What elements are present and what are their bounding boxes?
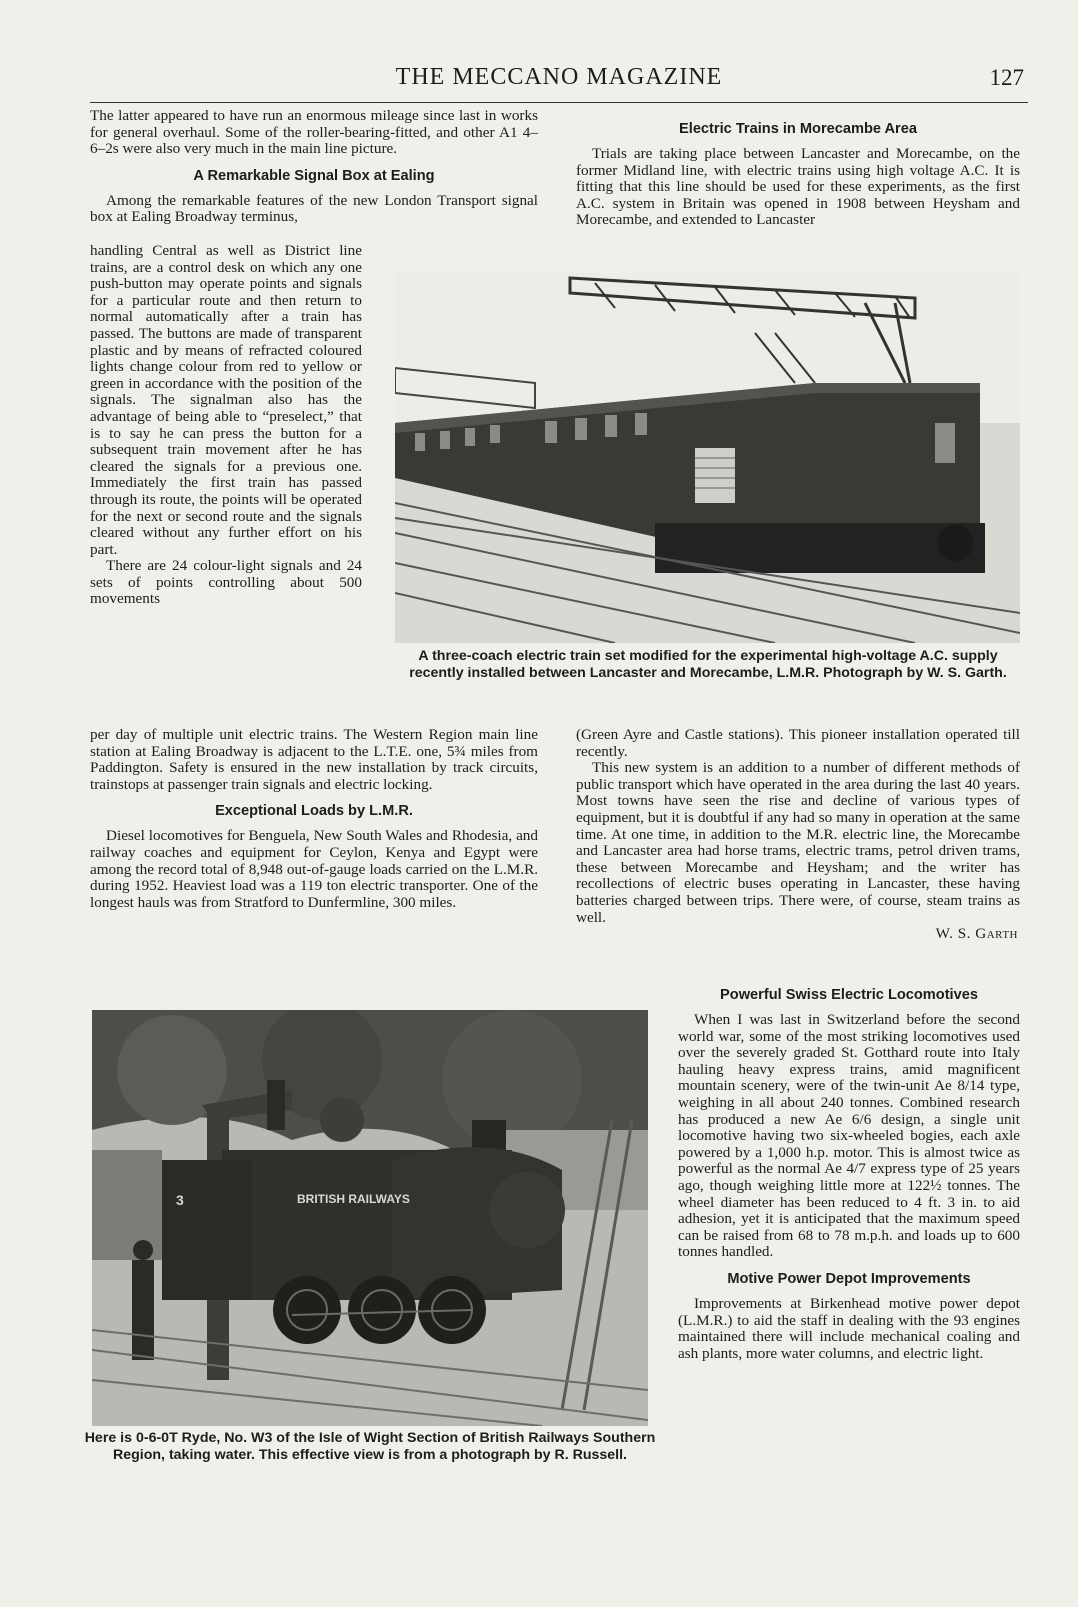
electric-paragraph-1-continued: (Green Ayre and Castle stations). This pioneer installation operated till recently. bbox=[576, 726, 1020, 760]
page-number: 127 bbox=[989, 65, 1024, 90]
author-signature: W. S. Garth bbox=[935, 925, 1018, 943]
page-header bbox=[90, 62, 1028, 103]
heading-signal-box: A Remarkable Signal Box at Ealing bbox=[193, 167, 435, 184]
signal-paragraph-narrow: handling Central as well as District line trains, are a control desk on which any one push-button may operate points and signals for a particular route and then return to normal automatically after a train has passed. The buttons are made of transparent plastic and by means of refracted coloured lights change colour from red to yellow or green in accordance with the position of the signals. The signalman also has the advantage of being able to “preselect,” that is to say he can press the button for a subsequent train movement after he has cleared the signals for a previous one. Immediately the first train has passed through its route, the points will be operated for the next or second route and the signals cleared without any further effort on his part. bbox=[90, 242, 362, 558]
loco-number: 3 bbox=[176, 1192, 184, 1208]
locomotive-photo-caption: Here is 0-6-0T Ryde, No. W3 of the Isle of Wight Section of British Railways Southern Region, taking water. This effective view is from a photograph by R. Russell. bbox=[84, 1430, 656, 1463]
magazine-title: THE MECCANO MAGAZINE bbox=[395, 64, 723, 90]
locomotive-photo bbox=[92, 1010, 648, 1426]
heading-swiss-locomotives: Powerful Swiss Electric Locomotives bbox=[720, 987, 978, 1003]
right-column-middle bbox=[576, 727, 1020, 943]
right-column-top bbox=[576, 120, 1020, 229]
loco-lettering: BRITISH RAILWAYS bbox=[297, 1192, 410, 1206]
right-column-lower bbox=[678, 986, 1020, 1362]
signal-paragraph-top: Among the remarkable features of the new London Transport signal box at Ealing Broadway terminus, bbox=[90, 191, 538, 226]
heading-depot-improvements: Motive Power Depot Improvements bbox=[727, 1270, 971, 1287]
electric-paragraph-2: This new system is an addition to a number of different methods of public transport which have operated in the area during the last 40 years. Most towns have seen the rise and decline of various types of equipment, but it is doubtful if any had so many in operation at the same time. At one time, in addition to the M.R. electric line, the Morecambe and Lancaster area had horse trams, electric trams, petrol driven trams, these between Morecambe and Heysham; and the writer has recollections of electric buses operating in Lancaster, these having batteries charged between trips. There were, of course, steam trains as well. bbox=[576, 759, 1020, 926]
heading-exceptional-loads: Exceptional Loads by L.M.R. bbox=[215, 803, 413, 820]
intro-paragraph: The latter appeared to have run an enormous mileage since last in works for general overhaul. Some of the roller-bearing-fitted, and other A1 4–6–2s were also very much in the main line picture. bbox=[90, 107, 538, 158]
left-column-narrow bbox=[90, 243, 362, 608]
signal-paragraph-2-narrow: There are 24 colour-light signals and 24 sets of points controlling about 500 movements bbox=[90, 557, 362, 608]
signal-paragraph-2-wide: per day of multiple unit electric trains. The Western Region main line station at Ealing Broadway is adjacent to the L.T.E. one, 5¾ miles from Paddington. Safety is ensured in the new installation by track circuits, trainstops at passenger train signals and electric locking. bbox=[90, 726, 538, 793]
left-column-top bbox=[90, 108, 538, 226]
loads-paragraph: Diesel locomotives for Benguela, New South Wales and Rhodesia, and railway coaches and equipment for Ceylon, Kenya and Egypt were among the record total of 8,948 out-of-gauge loads carried on the L.M.R. during 1952. Heaviest load was a 119 ton electric transporter. One of the longest hauls was from Stratford to Dunfermline, 300 miles. bbox=[90, 827, 538, 911]
left-column-lower bbox=[90, 727, 538, 911]
swiss-paragraph: When I was last in Switzerland before the second world war, some of the most striking locomotives used over the severely graded St. Gotthard route into Italy hauling heavy express trains, amid magnificent mountain scenery, were of the twin-unit Ae 8/14 type, weighing in all about 240 tonnes. Combined research has produced a new Ae 6/6 design, a single unit locomotive having two six-wheeled bogies, each axle powered by a 1,000 h.p. motor. This is almost twice as powerful as the normal Ae 4/7 express type of 25 years ago, though weighing little more at 122½ tonnes. The wheel diameter has been reduced to 4 ft. 3 in. to aid adhesion, yet it is anticipated that the maximum speed can be raised from 68 to 78 m.p.h. and loads up to 600 tonnes handled. bbox=[678, 1011, 1020, 1261]
depot-paragraph: Improvements at Birkenhead motive power depot (L.M.R.) to aid the staff in dealing with the 93 engines maintained there will include mechanical coaling and ash plants, more water columns, and electric light. bbox=[678, 1294, 1020, 1362]
heading-electric-trains: Electric Trains in Morecambe Area bbox=[679, 121, 917, 137]
train-photo-caption: A three-coach electric train set modified for the experimental high-voltage A.C. supply recently installed between Lancaster and Morecambe, L.M.R. Photograph by W. S. Garth. bbox=[409, 648, 1007, 681]
electric-paragraph-1: Trials are taking place between Lancaster and Morecambe, on the former Midland line, with electric trains using high voltage A.C. It is fitting that this line should be used for these experiments, as the first A.C. system in Britain was opened in 1908 between Heysham and Morecambe, and extended to Lancaster bbox=[576, 145, 1020, 229]
electric-train-photo bbox=[395, 273, 1020, 643]
